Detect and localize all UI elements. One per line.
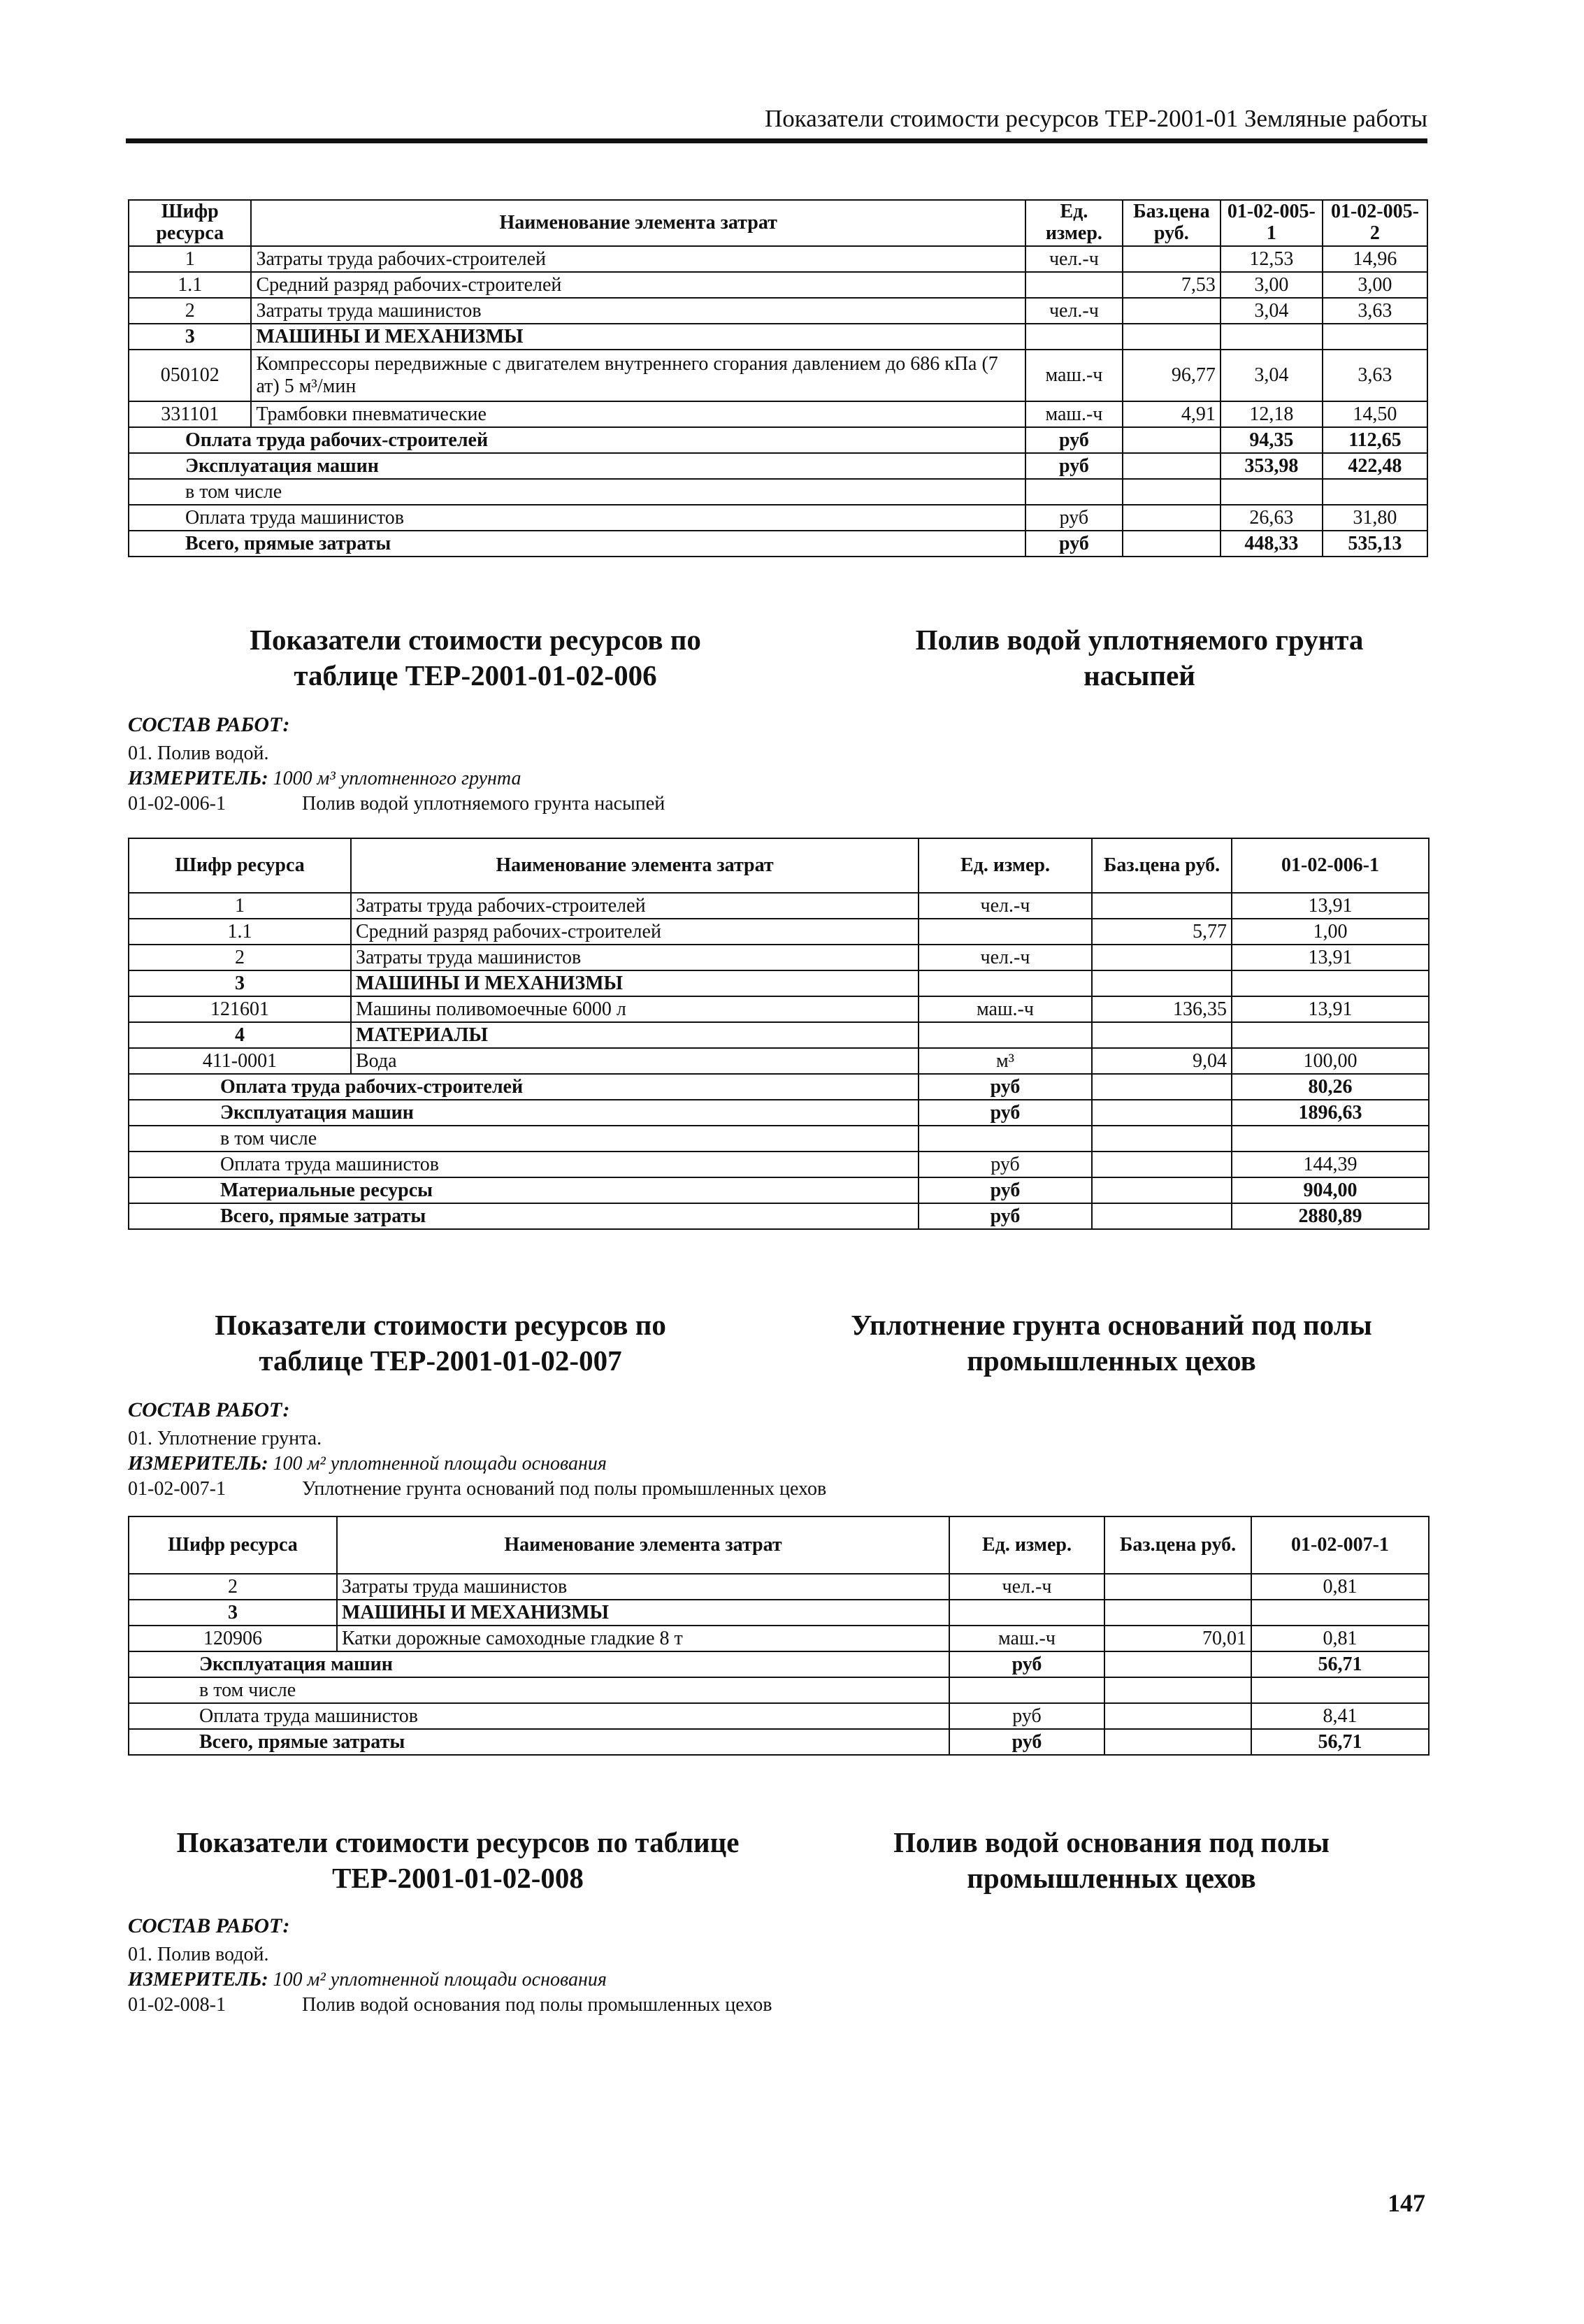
table-cell: руб <box>919 1177 1092 1203</box>
code: 01-02-006-1 <box>128 793 226 815</box>
code-desc: Уплотнение грунта оснований под полы промышленных цехов <box>302 1478 827 1500</box>
table-row <box>129 324 1427 350</box>
summary-row <box>129 1074 1429 1100</box>
table-cell: Средний разряд рабочих-строителей <box>351 919 919 945</box>
code: 01-02-007-1 <box>128 1478 226 1500</box>
table-cell: 3 <box>129 970 351 996</box>
table-cell: 7,53 <box>1123 272 1221 298</box>
table-cell: Затраты труда рабочих-строителей <box>351 893 919 919</box>
work-item: 01. Уплотнение грунта. <box>128 1428 322 1449</box>
table-cell: 3,04 <box>1221 298 1323 324</box>
table-cell: 31,80 <box>1323 505 1427 531</box>
table-cell <box>1025 479 1123 505</box>
table-cell <box>1251 1677 1429 1703</box>
table-cell <box>949 1600 1104 1626</box>
col-header: 01-02-005-2 <box>1323 200 1427 246</box>
table-cell: 331101 <box>129 401 251 427</box>
table-cell: 2880,89 <box>1232 1203 1429 1229</box>
table-cell <box>919 1022 1092 1048</box>
table-row <box>129 272 1427 298</box>
table-cell: Оплата труда рабочих-строителей <box>129 427 1025 453</box>
table-cell: 5,77 <box>1092 919 1232 945</box>
table-cell <box>1104 1729 1251 1755</box>
table-cell: Эксплуатация машин <box>129 1100 919 1126</box>
table-row <box>129 298 1427 324</box>
table-cell: 14,50 <box>1323 401 1427 427</box>
table-cell: 144,39 <box>1232 1152 1429 1177</box>
table-row <box>129 970 1429 996</box>
izmeritel-label: ИЗМЕРИТЕЛЬ: <box>128 768 268 789</box>
table-cell: м³ <box>919 1048 1092 1074</box>
col-header: Шифр ресурса <box>129 838 351 893</box>
table-cell: МАШИНЫ И МЕХАНИЗМЫ <box>251 324 1025 350</box>
summary-row <box>129 453 1427 479</box>
table-cell: 1.1 <box>129 919 351 945</box>
summary-row <box>129 1729 1429 1755</box>
table-cell: 2 <box>129 1574 337 1600</box>
table-cell: 3,04 <box>1221 350 1323 401</box>
col-header: Ед. измер. <box>949 1516 1104 1574</box>
work-item: 01. Полив водой. <box>128 743 269 764</box>
summary-row <box>129 479 1427 505</box>
summary-row <box>129 1126 1429 1152</box>
table-cell <box>1104 1600 1251 1626</box>
table-cell: 100,00 <box>1232 1048 1429 1074</box>
table-cell <box>1092 970 1232 996</box>
table-cell: МАШИНЫ И МЕХАНИЗМЫ <box>351 970 919 996</box>
table-cell <box>1123 453 1221 479</box>
table-cell: 80,26 <box>1232 1074 1429 1100</box>
table-cell: 13,91 <box>1232 893 1429 919</box>
col-header: Шифр ресурса <box>129 200 251 246</box>
table-cell <box>1323 479 1427 505</box>
table-cell <box>1232 1022 1429 1048</box>
table-cell: 3,00 <box>1323 272 1427 298</box>
table-cell: 1.1 <box>129 272 251 298</box>
table-cell: Компрессоры передвижные с двигателем внутреннего сгорания давлением до 686 кПа (7 ат) 5 м³/мин <box>251 350 1025 401</box>
summary-row <box>129 1100 1429 1126</box>
table-row <box>129 1048 1429 1074</box>
table-cell: 56,71 <box>1251 1729 1429 1755</box>
table-cell: руб <box>1025 505 1123 531</box>
table-cell: Средний разряд рабочих-строителей <box>251 272 1025 298</box>
table-cell: 353,98 <box>1221 453 1323 479</box>
table-cell: 4 <box>129 1022 351 1048</box>
code-desc: Полив водой основания под полы промышленных цехов <box>302 1994 772 2016</box>
table-cell: в том числе <box>129 1126 919 1152</box>
table-cell <box>919 1126 1092 1152</box>
table-cell: Затраты труда машинистов <box>251 298 1025 324</box>
table-cell: Затраты труда рабочих-строителей <box>251 246 1025 272</box>
code: 01-02-008-1 <box>128 1994 226 2016</box>
table-cell <box>1123 505 1221 531</box>
summary-row <box>129 427 1427 453</box>
table-01-02-007 <box>128 1516 1430 1756</box>
table-cell <box>1092 1100 1232 1126</box>
table-cell: 56,71 <box>1251 1651 1429 1677</box>
col-header: Ед. измер. <box>919 838 1092 893</box>
sostav-label: СОСТАВ РАБОТ: <box>128 1398 290 1421</box>
col-header: 01-02-005-1 <box>1221 200 1323 246</box>
table-cell: руб <box>919 1074 1092 1100</box>
table-cell: 13,91 <box>1232 945 1429 970</box>
izmeritel <box>128 1969 607 1991</box>
table-cell <box>1251 1600 1429 1626</box>
table-cell: руб <box>919 1152 1092 1177</box>
col-header: Наименование элемента затрат <box>251 200 1025 246</box>
table-01-02-006 <box>128 838 1430 1230</box>
summary-row <box>129 531 1427 557</box>
table-cell: Оплата труда машинистов <box>129 505 1025 531</box>
table-cell: 411-0001 <box>129 1048 351 1074</box>
table-cell <box>1104 1651 1251 1677</box>
table-cell: 904,00 <box>1232 1177 1429 1203</box>
table-cell <box>1092 1074 1232 1100</box>
table-cell: 120906 <box>129 1626 337 1651</box>
table-cell: Материальные ресурсы <box>129 1177 919 1203</box>
table-cell: 112,65 <box>1323 427 1427 453</box>
table-cell <box>1123 324 1221 350</box>
table-cell <box>1323 324 1427 350</box>
table-cell <box>1123 531 1221 557</box>
izmeritel <box>128 768 521 790</box>
col-header: Наименование элемента затрат <box>337 1516 949 1574</box>
table-cell: 0,81 <box>1251 1626 1429 1651</box>
table-cell <box>1092 1152 1232 1177</box>
table-cell: 136,35 <box>1092 996 1232 1022</box>
table-row <box>129 893 1429 919</box>
table-cell: руб <box>1025 453 1123 479</box>
col-header: Баз.цена руб. <box>1123 200 1221 246</box>
table-cell <box>1092 1126 1232 1152</box>
table-cell <box>1221 324 1323 350</box>
table-cell <box>1025 272 1123 298</box>
table-cell: в том числе <box>129 479 1025 505</box>
table-cell <box>1221 479 1323 505</box>
table-row <box>129 246 1427 272</box>
table-cell: чел.-ч <box>1025 246 1123 272</box>
izmeritel-value: 100 м² уплотненной площади основания <box>273 1969 607 1991</box>
table-cell <box>1123 427 1221 453</box>
table-row <box>129 945 1429 970</box>
table-cell: руб <box>1025 531 1123 557</box>
section-subtitle: Уплотнение грунта оснований под полы промышленных цехов <box>851 1309 1372 1377</box>
table-cell: 1 <box>129 893 351 919</box>
table-cell: 448,33 <box>1221 531 1323 557</box>
table-cell: Всего, прямые затраты <box>129 1203 919 1229</box>
izmeritel <box>128 1453 607 1475</box>
table-cell: маш.-ч <box>1025 401 1123 427</box>
table-cell <box>1092 893 1232 919</box>
table-cell <box>1104 1574 1251 1600</box>
table-cell: Трамбовки пневматические <box>251 401 1025 427</box>
table-cell: 96,77 <box>1123 350 1221 401</box>
table-cell: маш.-ч <box>1025 350 1123 401</box>
izmeritel-label: ИЗМЕРИТЕЛЬ: <box>128 1453 268 1475</box>
table-cell: чел.-ч <box>1025 298 1123 324</box>
table-cell: в том числе <box>129 1677 949 1703</box>
table-cell: Затраты труда машинистов <box>337 1574 949 1600</box>
table-cell: 3,00 <box>1221 272 1323 298</box>
table-cell <box>1232 970 1429 996</box>
table-row <box>129 919 1429 945</box>
table-row <box>129 401 1427 427</box>
col-header: 01-02-007-1 <box>1251 1516 1429 1574</box>
table-row <box>129 350 1427 401</box>
table-cell: чел.-ч <box>949 1574 1104 1600</box>
table-cell: Эксплуатация машин <box>129 1651 949 1677</box>
table-cell <box>1232 1126 1429 1152</box>
col-header: Наименование элемента затрат <box>351 838 919 893</box>
summary-row <box>129 1651 1429 1677</box>
table-cell <box>919 919 1092 945</box>
section-subtitle: Полив водой уплотняемого грунта насыпей <box>915 624 1364 692</box>
table-cell: маш.-ч <box>949 1626 1104 1651</box>
table-cell: руб <box>919 1100 1092 1126</box>
izmeritel-value: 1000 м³ уплотненного грунта <box>273 768 521 789</box>
table-cell: 3,63 <box>1323 350 1427 401</box>
table-cell <box>1123 479 1221 505</box>
table-cell: руб <box>1025 427 1123 453</box>
izmeritel-value: 100 м² уплотненной площади основания <box>273 1453 607 1475</box>
table-cell: Машины поливомоечные 6000 л <box>351 996 919 1022</box>
page-header: Показатели стоимости ресурсов ТЕР-2001-01 Земляные работы <box>764 105 1427 132</box>
table-cell: Оплата труда машинистов <box>129 1152 919 1177</box>
table-cell: 2 <box>129 945 351 970</box>
table-cell: Вода <box>351 1048 919 1074</box>
table-cell <box>1092 1022 1232 1048</box>
summary-row <box>129 1152 1429 1177</box>
table-row <box>129 1574 1429 1600</box>
table-cell: 1896,63 <box>1232 1100 1429 1126</box>
table-cell: 14,96 <box>1323 246 1427 272</box>
summary-row <box>129 1677 1429 1703</box>
summary-row <box>129 505 1427 531</box>
summary-row <box>129 1703 1429 1729</box>
col-header: Шифр ресурса <box>129 1516 337 1574</box>
table-cell: 12,53 <box>1221 246 1323 272</box>
table-cell: руб <box>949 1729 1104 1755</box>
table-cell: 9,04 <box>1092 1048 1232 1074</box>
table-cell: 3 <box>129 1600 337 1626</box>
table-cell <box>1123 246 1221 272</box>
table-cell: маш.-ч <box>919 996 1092 1022</box>
table-cell: Катки дорожные самоходные гладкие 8 т <box>337 1626 949 1651</box>
table-cell <box>1123 298 1221 324</box>
table-cell: 94,35 <box>1221 427 1323 453</box>
table-cell: 4,91 <box>1123 401 1221 427</box>
table-cell: 2 <box>129 298 251 324</box>
col-header: 01-02-006-1 <box>1232 838 1429 893</box>
table-cell: руб <box>949 1651 1104 1677</box>
table-cell: 1 <box>129 246 251 272</box>
table-cell: 8,41 <box>1251 1703 1429 1729</box>
table-cell: Оплата труда машинистов <box>129 1703 949 1729</box>
summary-row <box>129 1177 1429 1203</box>
table-cell: 26,63 <box>1221 505 1323 531</box>
table-cell <box>1104 1677 1251 1703</box>
table-cell: 121601 <box>129 996 351 1022</box>
col-header: Баз.цена руб. <box>1092 838 1232 893</box>
col-header: Баз.цена руб. <box>1104 1516 1251 1574</box>
table-row <box>129 1022 1429 1048</box>
izmeritel-label: ИЗМЕРИТЕЛЬ: <box>128 1969 268 1991</box>
work-item: 01. Полив водой. <box>128 1944 269 1965</box>
header-rule <box>126 138 1427 143</box>
table-cell: 13,91 <box>1232 996 1429 1022</box>
table-cell: Оплата труда рабочих-строителей <box>129 1074 919 1100</box>
table-cell: 0,81 <box>1251 1574 1429 1600</box>
code-desc: Полив водой уплотняемого грунта насыпей <box>302 793 665 815</box>
table-cell <box>919 970 1092 996</box>
section-subtitle: Полив водой основания под полы промышленных цехов <box>893 1826 1330 1895</box>
table-cell <box>1092 1177 1232 1203</box>
table-cell <box>1092 1203 1232 1229</box>
table-row <box>129 1600 1429 1626</box>
table-cell: 12,18 <box>1221 401 1323 427</box>
table-cell: 3 <box>129 324 251 350</box>
table-cell <box>1092 945 1232 970</box>
table-row <box>129 1626 1429 1651</box>
table-cell <box>1025 324 1123 350</box>
sostav-label: СОСТАВ РАБОТ: <box>128 713 290 736</box>
section-title: Показатели стоимости ресурсов по таблице ТЕР-2001-01-02-006 <box>250 624 701 692</box>
table-cell: 422,48 <box>1323 453 1427 479</box>
table-cell: 3,63 <box>1323 298 1427 324</box>
table-cell: чел.-ч <box>919 945 1092 970</box>
sostav-label: СОСТАВ РАБОТ: <box>128 1914 290 1937</box>
table-cell: МАТЕРИАЛЫ <box>351 1022 919 1048</box>
table-cell: Затраты труда машинистов <box>351 945 919 970</box>
table-cell: МАШИНЫ И МЕХАНИЗМЫ <box>337 1600 949 1626</box>
table-cell <box>949 1677 1104 1703</box>
table-cell: чел.-ч <box>919 893 1092 919</box>
col-header: Ед. измер. <box>1025 200 1123 246</box>
table-cell: Всего, прямые затраты <box>129 531 1025 557</box>
summary-row <box>129 1203 1429 1229</box>
section-title: Показатели стоимости ресурсов по таблице ТЕР-2001-01-02-008 <box>176 1826 740 1895</box>
table-cell: Всего, прямые затраты <box>129 1729 949 1755</box>
table-cell: 70,01 <box>1104 1626 1251 1651</box>
table-01-02-005 <box>128 199 1428 557</box>
table-cell: руб <box>949 1703 1104 1729</box>
table-cell: 535,13 <box>1323 531 1427 557</box>
table-cell: 1,00 <box>1232 919 1429 945</box>
table-cell: руб <box>919 1203 1092 1229</box>
table-cell: Эксплуатация машин <box>129 453 1025 479</box>
table-cell: 050102 <box>129 350 251 401</box>
table-cell <box>1104 1703 1251 1729</box>
page-number: 147 <box>1388 2189 1425 2217</box>
section-title: Показатели стоимости ресурсов по таблице ТЕР-2001-01-02-007 <box>215 1309 666 1377</box>
table-row <box>129 996 1429 1022</box>
